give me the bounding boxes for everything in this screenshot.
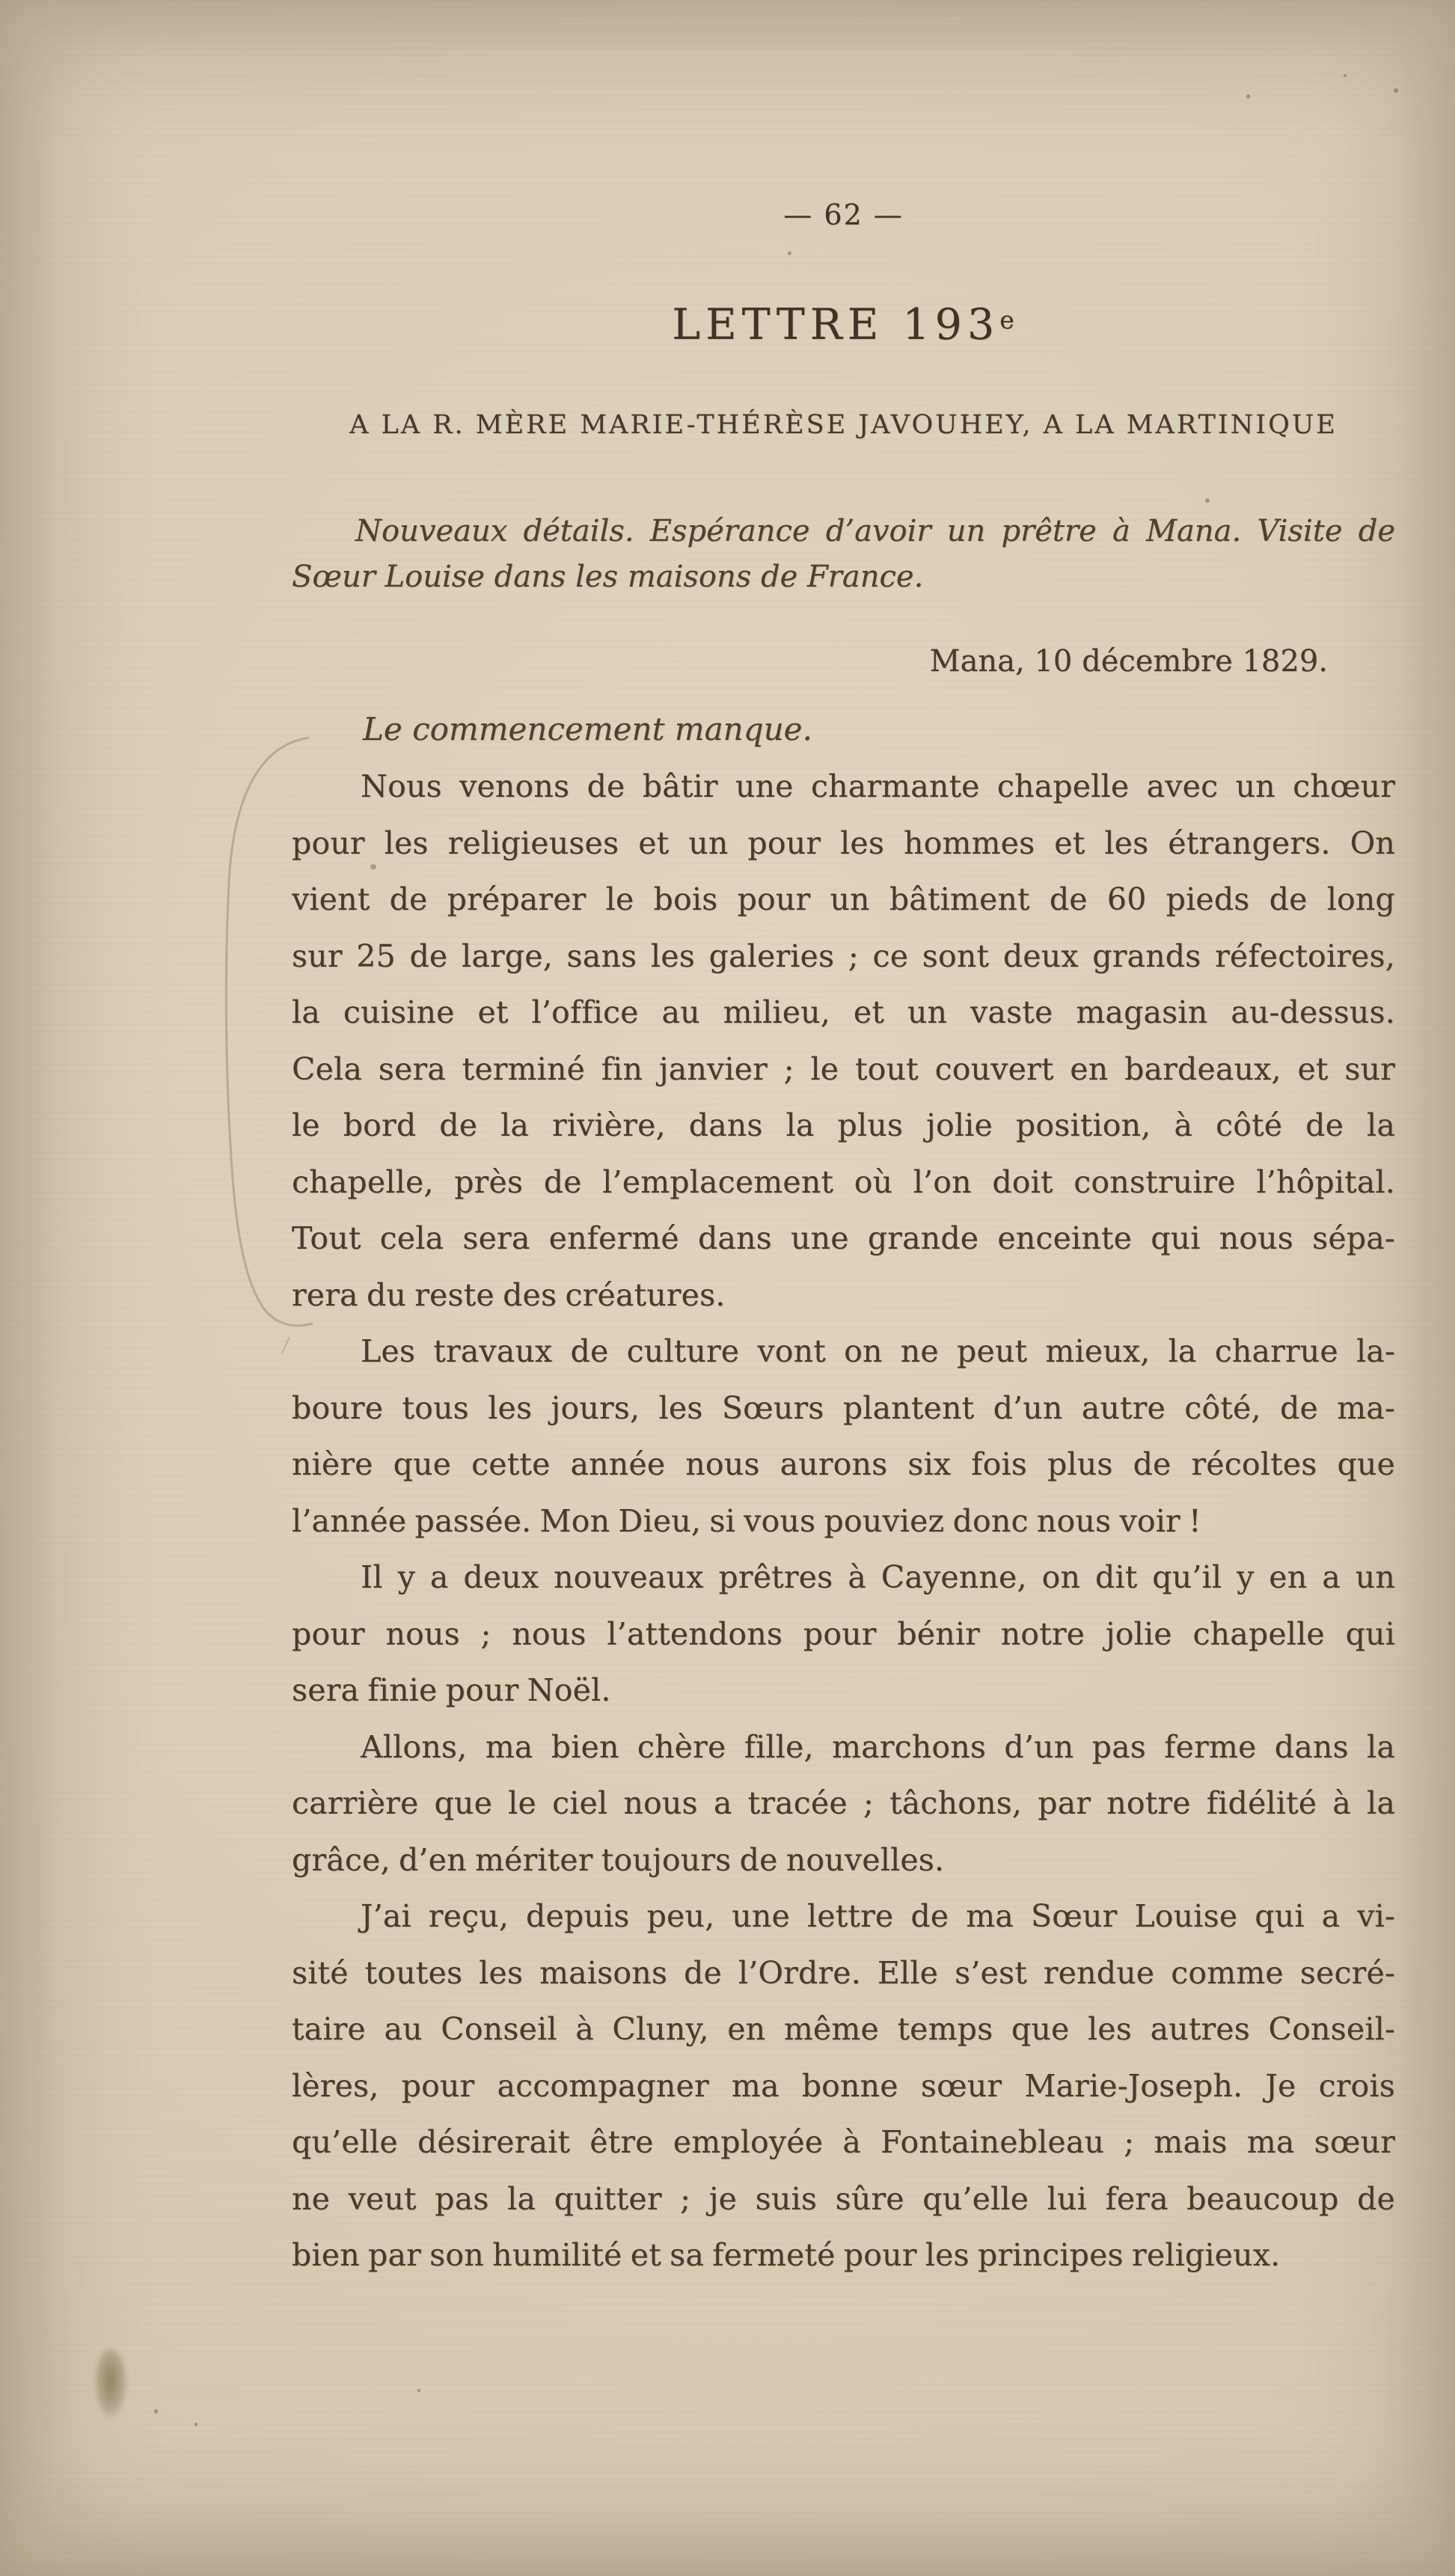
letter-summary [292,509,1395,600]
summary-line: Nouveaux détails. Espérance d’avoir un prêtre à Mana. Visite de [355,514,1395,548]
letter-body [292,759,1395,2284]
body-line: vient de préparer le bois pour un bâtiment de 60 pieds de long [292,881,1395,917]
paper-speck [1344,74,1347,77]
body-line: Il y a deux nouveaux prêtres à Cayenne, on dit qu’il y en a un [361,1559,1395,1595]
body-line: nière que cette année nous aurons six fois plus de récoltes que [292,1446,1395,1482]
body-line: ne veut pas la quitter ; je suis sûre qu’elle lui fera beaucoup de [292,2180,1395,2217]
body-line: bien par son humilité et sa fermeté pour les principes religieux. [292,2237,1281,2273]
paper-speck [788,251,791,255]
dateline: Mana, 10 décembre 1829. [929,644,1328,679]
page-number: — 62 — [783,198,904,231]
body-line: la cuisine et l’office au milieu, et un vaste magasin au-dessus. [292,994,1395,1030]
paragraph [292,1719,1395,1889]
body-line: sité toutes les maisons de l’Ordre. Elle s’est rendue comme secré- [292,1954,1395,1991]
body-line: l’année passée. Mon Dieu, si vous pouviez donc nous voir ! [292,1502,1201,1539]
paper-speck [154,2409,158,2414]
body-line: carrière que le ciel nous a tracée ; tâchons, par notre fidélité à la [292,1785,1395,1821]
paragraph [292,1888,1395,2284]
body-line: Cela sera terminé fin janvier ; le tout couvert en bardeaux, et sur [292,1050,1395,1087]
body-line: pour nous ; nous l’attendons pour bénir notre jolie chapelle qui [292,1615,1395,1652]
letter-title-text: LETTRE 193 [672,300,1000,349]
paper-speck [1205,498,1210,503]
paragraph [292,759,1395,1324]
paper-speck [370,864,376,869]
body-line: J’ai reçu, depuis peu, une lettre de ma Sœur Louise qui a vi- [361,1898,1395,1934]
addressee-line: A LA R. MÈRE MARIE-THÉRÈSE JAVOUHEY, A LA MARTINIQUE [349,410,1338,440]
scratch-mark [281,1337,290,1354]
missing-beginning-note: Le commencement manque. [363,711,812,747]
body-line: Allons, ma bien chère fille, marchons d’un pas ferme dans la [361,1728,1395,1765]
body-line: qu’elle désirerait être employée à Fontainebleau ; mais ma sœur [292,2124,1395,2160]
body-line: le bord de la rivière, dans la plus jolie position, à côté de la [292,1107,1395,1143]
body-line: Nous venons de bâtir une charmante chapelle avec un chœur [361,768,1395,804]
body-line: Tout cela sera enfermé dans une grande enceinte qui nous sépa- [292,1220,1395,1256]
paper-speck [1246,94,1250,99]
body-line: sera finie pour Noël. [292,1672,611,1708]
body-line: boure tous les jours, les Sœurs plantent d’un autre côté, de ma- [292,1389,1395,1426]
paper-speck [1394,88,1398,93]
paper-speck [194,2423,197,2426]
paragraph [292,1549,1395,1719]
body-line: Les travaux de culture vont on ne peut mieux, la charrue la- [361,1333,1395,1369]
summary-line: Sœur Louise dans les maisons de France. [292,560,924,594]
body-line: lères, pour accompagner ma bonne sœur Marie-Joseph. Je crois [292,2067,1395,2104]
paper-speck [417,2389,420,2392]
letter-title [292,300,1395,349]
paragraph [292,1324,1395,1549]
letter-title-ordinal: e [999,305,1015,334]
body-line: grâce, d’en mériter toujours de nouvelles. [292,1841,945,1878]
body-line: chapelle, près de l’emplacement où l’on doit construire l’hôpital. [292,1163,1395,1200]
body-line: taire au Conseil à Cluny, en même temps que les autres Conseil- [292,2011,1395,2047]
body-line: pour les religieuses et un pour les hommes et les étrangers. On [292,824,1395,861]
body-line: rera du reste des créatures. [292,1276,726,1313]
paper-stain [94,2349,127,2418]
body-line: sur 25 de large, sans les galeries ; ce sont deux grands réfectoires, [292,937,1395,974]
